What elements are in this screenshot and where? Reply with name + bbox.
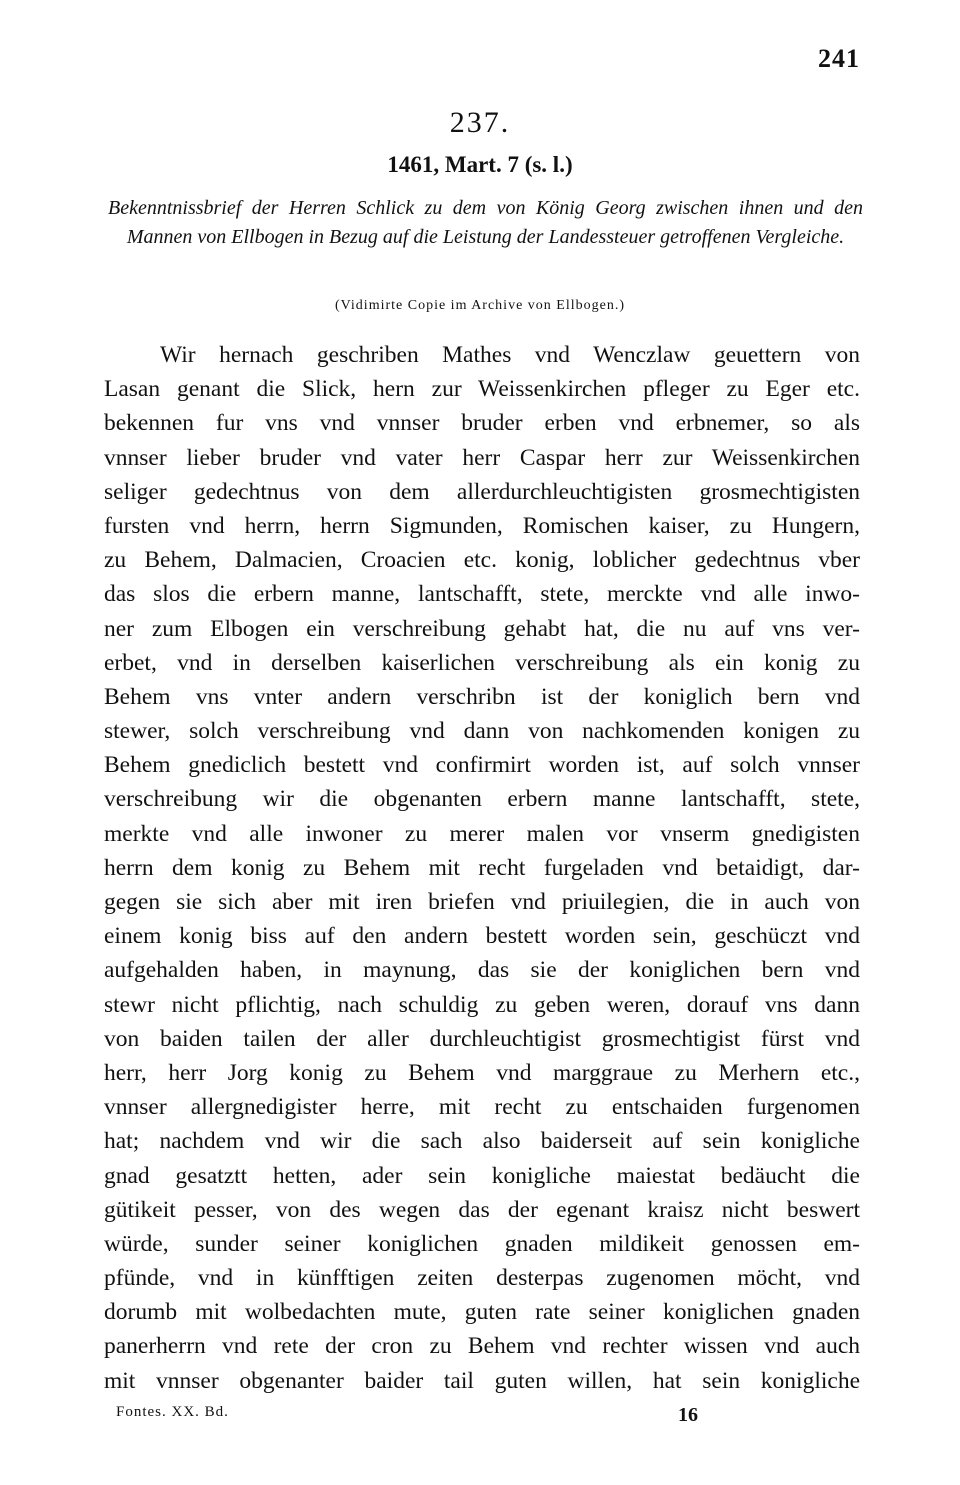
body-line: zu Behem, Dalmacien, Croacien etc. konig, loblicher gedechtnus vber: [104, 547, 860, 574]
page-number: 241: [818, 44, 860, 73]
body-line: seliger gedechtnus von dem allerdurchleuchtigisten grosmechtigisten: [104, 478, 860, 505]
document-number: 237.: [449, 106, 511, 139]
body-line: stewer, solch verschreibung vnd dann von nachkomenden konigen zu: [104, 718, 860, 745]
body-line: hat; nachdem vnd wir die sach also baiderseit auf sein konigliche: [104, 1128, 860, 1155]
body-line: Behem gnediclich bestett vnd confirmirt worden ist, auf solch vnnser: [104, 752, 860, 779]
body-line: von baiden tailen der aller durchleuchtigist grosmechtigist fürst vnd: [104, 1025, 860, 1052]
body-line: vnnser allergnedigister herre, mit recht zu entschaiden furgenomen: [104, 1094, 860, 1121]
body-line: Lasan genant die Slick, hern zur Weissenkirchen pfleger zu Eger etc.: [104, 376, 860, 403]
body-line: gegen sie sich aber mit iren briefen vnd priuilegien, die in auch von: [104, 889, 860, 915]
source-note: (Vidimirte Copie im Archive von Ellbogen.): [334, 298, 625, 313]
body-line: würde, sunder seiner koniglichen gnaden mildikeit genossen em-: [104, 1230, 860, 1257]
body-line: einem konig biss auf den andern bestett worden sein, geschüczt vnd: [104, 923, 860, 950]
body-line: Behem vns vnter andern verschribn ist der koniglich bern vnd: [104, 683, 860, 710]
body-line: erbet, vnd in derselben kaiserlichen verschreibung als ein konig zu: [104, 649, 860, 676]
body-line: bekennen fur vns vnd vnnser bruder erben vnd erbnemer, so als: [104, 410, 860, 437]
body-line: pfünde, vnd in künfftigen zeiten desterpas zugenomen möcht, vnd: [104, 1265, 860, 1292]
body-line: fursten vnd herrn, herrn Sigmunden, Romischen kaiser, zu Hungern,: [104, 512, 860, 539]
footer-signature: 16: [678, 1404, 698, 1426]
document-regest: Bekenntnissbrief der Herren Schlick zu dem von König Georg zwischen ihnen und den Mannen von Ellbogen in Bezug auf die Leistung der Landessteuer getroffenen Vergleiche.: [108, 197, 863, 248]
body-line: das slos die erbern manne, lantschafft, stete, merckte vnd alle inwo-: [104, 581, 860, 608]
body-line: vnnser lieber bruder vnd vater herr Caspar herr zur Weissenkirchen: [104, 444, 860, 471]
body-line: verschreibung wir die obgenanten erbern manne lantschafft, stete,: [104, 786, 860, 813]
body-line: gnad gesatztt hetten, ader sein konigliche maiestat bedäucht die: [104, 1162, 860, 1189]
body-line: stewr nicht pflichtig, nach schuldig zu geben weren, dorauf vns dann: [104, 991, 860, 1018]
body-line: dorumb mit wolbedachten mute, guten rate seiner koniglichen gnaden: [104, 1299, 860, 1326]
body-line: ner zum Elbogen ein verschreibung gehabt hat, die nu auf vns ver-: [104, 615, 860, 642]
body-line: aufgehalden haben, in maynung, das sie der koniglichen bern vnd: [104, 957, 860, 984]
document-body: [104, 338, 860, 1398]
body-line: herr, herr Jorg konig zu Behem vnd marggraue zu Merhern etc.,: [104, 1059, 860, 1086]
footer-series: Fontes. XX. Bd.: [116, 1404, 229, 1420]
body-line: herrn dem konig zu Behem mit recht furgeladen vnd betaidigt, dar-: [104, 854, 860, 881]
body-line: gütikeit pesser, von des wegen das der egenant kraisz nicht beswert: [104, 1196, 860, 1223]
body-line: panerherrn vnd rete der cron zu Behem vnd rechter wissen vnd auch: [104, 1333, 860, 1360]
body-line: Wir hernach geschriben Mathes vnd Wenczlaw geuettern von: [160, 342, 860, 368]
body-line: merkte vnd alle inwoner zu merer malen vor vnserm gnedigisten: [104, 820, 860, 847]
document-date: 1461, Mart. 7 (s. l.): [387, 152, 573, 177]
body-line: mit vnnser obgenanter baider tail guten willen, hat sein konigliche: [104, 1367, 860, 1394]
